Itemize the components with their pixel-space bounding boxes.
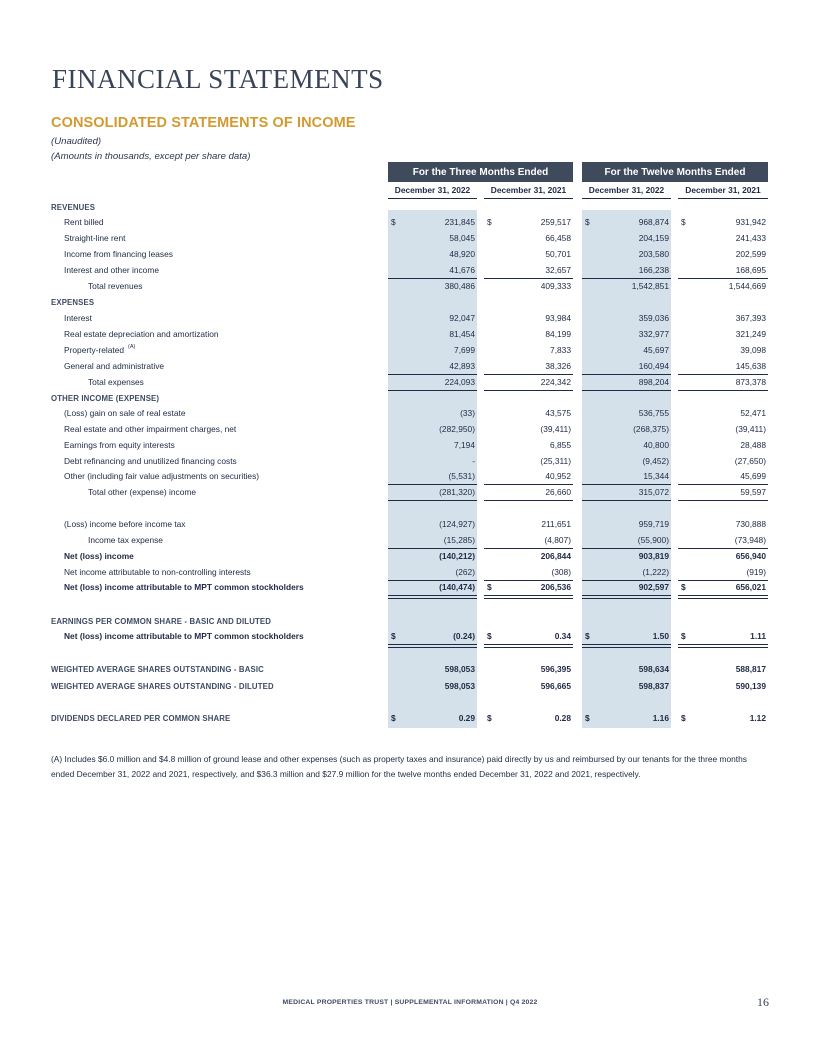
section-label: OTHER INCOME (EXPENSE) [51,394,160,403]
cell-value: 1,542,851 [631,281,669,291]
cell-value: - [472,456,475,466]
cell-value: 166,238 [638,265,669,275]
cell-value: 931,942 [735,217,766,227]
cell-value: 380,486 [444,281,475,291]
row-label: Earnings from equity interests [64,440,175,450]
amounts-note: (Amounts in thousands, except per share data) [51,151,251,162]
cell-value: 598,634 [638,664,669,674]
table-row [0,662,820,677]
cell-value: 1.50 [652,631,669,641]
cell-value: (140,212) [439,551,475,561]
table-row [0,295,820,310]
cell-value: 359,036 [638,313,669,323]
page-footer: MEDICAL PROPERTIES TRUST | SUPPLEMENTAL INFORMATION | Q4 2022 [282,999,538,1006]
cell-value: 45,699 [740,471,766,481]
cell-value: 93,984 [545,313,571,323]
table-row [0,406,820,421]
cell-value: 598,053 [444,681,475,691]
table-row [0,469,820,484]
cell-value: 52,471 [740,408,766,418]
cell-value: 656,021 [735,582,766,592]
dollar-sign: $ [487,582,492,592]
double-underline [582,644,671,648]
table-row [0,711,820,726]
cell-value: 59,597 [740,487,766,497]
table-row [0,247,820,262]
table-row [0,485,820,500]
cell-value: 39,098 [740,345,766,355]
table-row [0,629,820,644]
cell-value: 367,393 [735,313,766,323]
unaudited-note: (Unaudited) [51,136,102,147]
dollar-sign: $ [391,713,396,723]
section-label: WEIGHTED AVERAGE SHARES OUTSTANDING - DILUTED [51,682,274,691]
cell-value: 92,047 [449,313,475,323]
cell-value: (39,411) [735,424,766,434]
cell-value: 598,053 [444,664,475,674]
cell-value: 40,800 [643,440,669,450]
cell-value: 48,920 [449,249,475,259]
table-row [0,438,820,453]
row-label: General and administrative [64,361,165,371]
dollar-sign: $ [681,631,686,641]
cell-value: (919) [746,567,766,577]
cell-value: (1,222) [642,567,669,577]
cell-value: 145,638 [735,361,766,371]
row-label: Total other (expense) income [88,487,196,497]
cell-value: 206,536 [540,582,571,592]
three-months-header: For the Three Months Ended [388,162,573,182]
table-row [0,565,820,580]
cell-value: 203,580 [638,249,669,259]
page-heading: FINANCIAL STATEMENTS [52,64,384,94]
table-row [0,215,820,230]
table-row [0,231,820,246]
double-underline [484,595,573,599]
cell-value: 241,433 [735,233,766,243]
cell-value: 588,817 [735,664,766,674]
cell-value: 38,326 [545,361,571,371]
table-row [0,200,820,215]
dollar-sign: $ [681,582,686,592]
cell-value: (308) [551,567,571,577]
cell-value: 1.11 [750,631,766,641]
cell-value: (73,948) [734,535,766,545]
cell-value: 206,844 [540,551,571,561]
table-row [0,614,820,629]
cell-value: 15,344 [643,471,669,481]
cell-value: (140,474) [439,582,475,592]
dollar-sign: $ [487,631,492,641]
cell-value: 160,494 [638,361,669,371]
table-row [0,263,820,278]
cell-value: 1.12 [749,713,766,723]
cell-value: 7,699 [454,345,475,355]
cell-value: 26,660 [545,487,571,497]
cell-value: 730,888 [735,519,766,529]
row-label: Income tax expense [88,535,163,545]
cell-value: 321,249 [735,329,766,339]
cell-value: (27,650) [734,456,766,466]
underline [678,500,768,501]
cell-value: 211,651 [541,519,571,529]
row-label: Interest and other income [64,265,159,275]
section-label: DIVIDENDS DECLARED PER COMMON SHARE [51,714,231,723]
cell-value: 0.28 [554,713,571,723]
dollar-sign: $ [681,713,686,723]
table-row [0,517,820,532]
cell-value: 902,597 [638,582,669,592]
cell-value: (281,320) [439,487,475,497]
section-label: EXPENSES [51,298,95,307]
cell-value: 28,488 [740,440,766,450]
cell-value: 58,045 [449,233,475,243]
cell-value: 41,676 [449,265,475,275]
table-row [0,327,820,342]
column-header: December 31, 2021 [678,184,768,199]
cell-value: 968,874 [638,217,669,227]
row-label: Net (loss) income [64,551,134,561]
cell-value: 332,977 [638,329,669,339]
cell-value: 596,665 [540,681,571,691]
cell-value: (4,807) [544,535,571,545]
underline [582,500,671,501]
cell-value: 598,837 [638,681,669,691]
cell-value: 536,755 [638,408,669,418]
dollar-sign: $ [391,631,396,641]
table-row [0,549,820,564]
cell-value: 259,517 [540,217,571,227]
cell-value: (0.24) [453,631,475,641]
section-label: REVENUES [51,203,96,212]
table-row [0,679,820,694]
cell-value: (25,311) [540,456,571,466]
table-row [0,422,820,437]
cell-value: 32,657 [545,265,571,275]
row-label: Straight-line rent [64,233,126,243]
cell-value: 6,855 [550,440,571,450]
row-label: Net income attributable to non-controlling interests [64,567,251,577]
table-row [0,359,820,374]
table-row [0,279,820,294]
twelve-months-header: For the Twelve Months Ended [582,162,768,182]
cell-value: 231,845 [444,217,475,227]
section-title: CONSOLIDATED STATEMENTS OF INCOME [51,115,356,131]
cell-value: 959,719 [638,519,669,529]
dollar-sign: $ [681,217,686,227]
cell-value: 204,159 [638,233,669,243]
row-label: Net (loss) income attributable to MPT common stockholders [64,582,304,592]
cell-value: (268,375) [633,424,669,434]
cell-value: 43,575 [545,408,571,418]
cell-value: 1,544,669 [728,281,766,291]
footnote-marker: (A) [128,344,136,350]
row-label: Interest [64,313,92,323]
cell-value: 898,204 [638,377,669,387]
row-label: (Loss) gain on sale of real estate [64,408,186,418]
cell-value: 50,701 [545,249,571,259]
cell-value: 903,819 [638,551,669,561]
cell-value: (9,452) [642,456,669,466]
cell-value: 66,458 [545,233,571,243]
dollar-sign: $ [487,217,492,227]
cell-value: 224,093 [444,377,475,387]
cell-value: (5,531) [448,471,475,481]
cell-value: 596,395 [540,664,571,674]
table-row [0,343,820,358]
cell-value: 409,333 [540,281,571,291]
underline [388,500,477,501]
cell-value: 168,695 [735,265,766,275]
cell-value: 0.29 [458,713,475,723]
row-label: Total revenues [88,281,143,291]
cell-value: 202,599 [735,249,766,259]
cell-value: 315,072 [638,487,669,497]
column-header: December 31, 2022 [388,184,477,199]
cell-value: 0.34 [554,631,571,641]
cell-value: 7,833 [550,345,571,355]
cell-value: 42,893 [449,361,475,371]
table-row [0,533,820,548]
row-label: Property-related [64,345,125,355]
cell-value: (262) [455,567,475,577]
dollar-sign: $ [487,713,492,723]
dollar-sign: $ [585,631,590,641]
row-label: Total expenses [88,377,144,387]
underline [484,500,573,501]
table-row [0,311,820,326]
dollar-sign: $ [585,713,590,723]
row-label: Rent billed [64,217,104,227]
cell-value: 40,952 [545,471,571,481]
row-label: Debt refinancing and unutilized financing costs [64,456,237,466]
row-label: Income from financing leases [64,249,173,259]
dollar-sign: $ [585,217,590,227]
double-underline [388,595,477,599]
double-underline [678,644,768,648]
table-row [0,454,820,469]
dollar-sign: $ [391,217,396,227]
cell-value: 873,378 [735,377,766,387]
double-underline [484,644,573,648]
table-row [0,375,820,390]
cell-value: 224,342 [540,377,571,387]
section-label: WEIGHTED AVERAGE SHARES OUTSTANDING - BASIC [51,665,264,674]
row-label: Other (including fair value adjustments on securities) [64,471,260,481]
table-row [0,391,820,406]
cell-value: (55,900) [637,535,669,545]
cell-value: (15,285) [443,535,475,545]
cell-value: 84,199 [545,329,571,339]
cell-value: (39,411) [540,424,571,434]
column-header: December 31, 2021 [484,184,573,199]
cell-value: 590,139 [735,681,766,691]
footnote: (A) Includes $6.0 million and $4.8 million of ground lease and other expenses (such as property taxes and insurance) paid directly by us and reimbursed by our tenants for the three months ended December 31, 2022 and 2021, respectively, and $36.3 million and $27.9 million for the twelve months ended December 31, 2022 and 2021, respectively. [51,754,747,779]
double-underline [678,595,768,599]
cell-value: 45,697 [643,345,669,355]
row-label: Net (loss) income attributable to MPT common stockholders [64,631,304,641]
section-label: EARNINGS PER COMMON SHARE - BASIC AND DILUTED [51,617,272,626]
cell-value: 7,194 [454,440,475,450]
table-row [0,580,820,595]
cell-value: (124,927) [439,519,475,529]
double-underline [582,595,671,599]
row-label: Real estate depreciation and amortization [64,329,219,339]
cell-value: 81,454 [449,329,475,339]
cell-value: 656,940 [735,551,766,561]
cell-value: 1.16 [652,713,669,723]
row-label: (Loss) income before income tax [64,519,186,529]
double-underline [388,644,477,648]
cell-value: (33) [460,408,475,418]
cell-value: (282,950) [439,424,475,434]
row-label: Real estate and other impairment charges, net [64,424,237,434]
column-header: December 31, 2022 [582,184,671,199]
page-number: 16 [757,995,769,1009]
